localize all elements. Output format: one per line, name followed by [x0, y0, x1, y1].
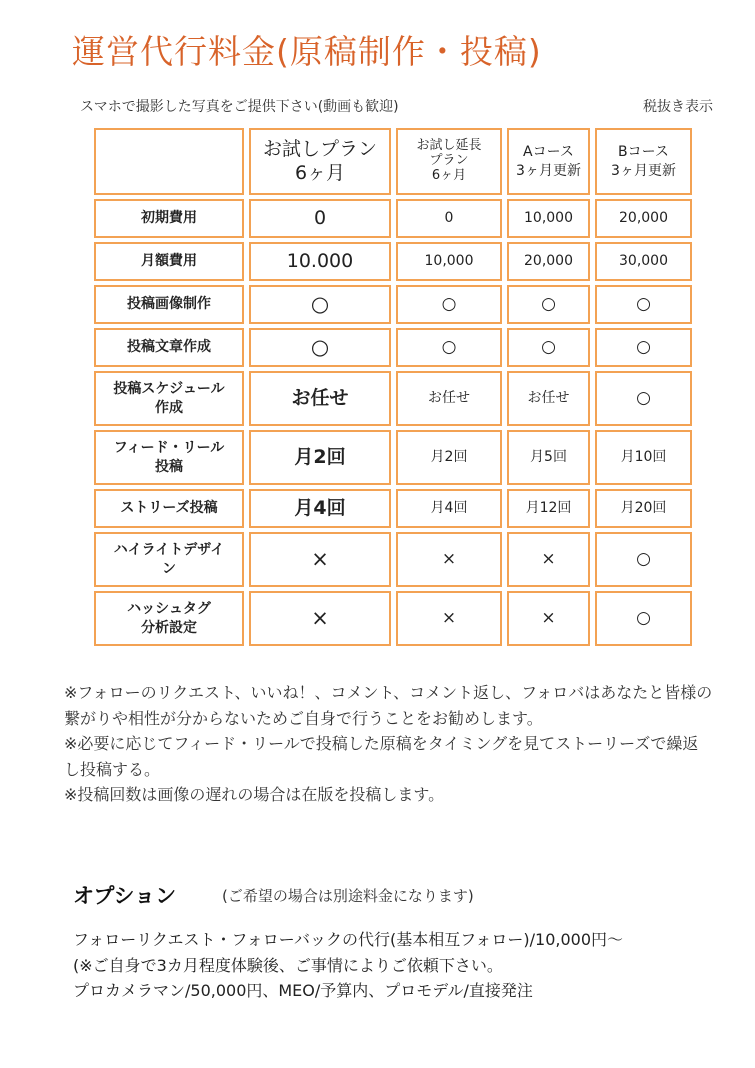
options-note: (ご希望の場合は別途料金になります): [222, 887, 474, 905]
note-line: ※必要に応じてフィード・リールで投稿した原稿をタイミングを見てストーリーズで繰返し投稿する。: [64, 734, 699, 779]
row-label: ハッシュタグ 分析設定: [94, 591, 244, 646]
row-label: 初期費用: [94, 199, 244, 238]
plan-header-1: お試しプラン 6ヶ月: [249, 128, 391, 195]
price-cell: お任せ: [396, 371, 502, 426]
page-title: 運営代行料金(原稿制作・投稿): [72, 32, 542, 71]
price-cell: 10,000: [396, 242, 502, 281]
options-title: オプション: [73, 884, 177, 908]
price-cell: ○: [595, 285, 692, 324]
pricing-table: [94, 128, 692, 646]
price-cell: 月2回: [396, 430, 502, 485]
price-cell: 月20回: [595, 489, 692, 528]
note-line: ※投稿回数は画像の遅れの場合は在版を投稿します。: [64, 785, 445, 804]
price-cell: ○: [396, 285, 502, 324]
price-cell: 10.000: [249, 242, 391, 281]
plan-header-4: Bコース 3ヶ月更新: [595, 128, 692, 195]
price-cell: ○: [507, 285, 590, 324]
price-cell: 月12回: [507, 489, 590, 528]
price-cell: ×: [249, 591, 391, 646]
price-cell: お任せ: [249, 371, 391, 426]
price-cell: ○: [595, 371, 692, 426]
price-cell: ○: [595, 532, 692, 587]
price-cell: 20,000: [507, 242, 590, 281]
option-line: フォローリクエスト・フォローバックの代行(基本相互フォロー)/10,000円〜: [73, 930, 624, 949]
price-cell: 30,000: [595, 242, 692, 281]
row-label: フィード・リール 投稿: [94, 430, 244, 485]
plan-header-2: お試し延長 プラン 6ヶ月: [396, 128, 502, 195]
price-cell: ○: [249, 328, 391, 367]
row-label: 投稿スケジュール 作成: [94, 371, 244, 426]
photo-request-note: スマホで撮影した写真をご提供下さい(動画も歓迎): [80, 99, 399, 115]
row-label: 投稿画像制作: [94, 285, 244, 324]
row-label: 月額費用: [94, 242, 244, 281]
price-cell: 20,000: [595, 199, 692, 238]
tax-excluded-note: 税抜き表示: [643, 99, 713, 115]
note-line: ※フォローのリクエスト、いいね！、コメント、コメント返し、フォロバはあなたと皆様の繋がりや相性が分からないためご自身で行うことをお勧めします。: [64, 683, 713, 728]
price-cell: 月2回: [249, 430, 391, 485]
price-cell: ×: [507, 591, 590, 646]
price-cell: ○: [595, 328, 692, 367]
price-cell: ×: [396, 532, 502, 587]
options-list: [73, 927, 743, 1004]
price-cell: 0: [396, 199, 502, 238]
header-corner-cell: [94, 128, 244, 195]
price-cell: 月10回: [595, 430, 692, 485]
option-line: プロカメラマン/50,000円、MEO/予算内、プロモデル/直接発注: [73, 981, 533, 1000]
plan-header-3: Aコース 3ヶ月更新: [507, 128, 590, 195]
notes-section: [64, 680, 714, 808]
price-cell: ○: [396, 328, 502, 367]
option-line: (※ご自身で3カ月程度体験後、ご事情によりご依頼下さい。: [73, 955, 503, 975]
price-cell: ×: [249, 532, 391, 587]
price-cell: ○: [507, 328, 590, 367]
price-cell: 月5回: [507, 430, 590, 485]
price-cell: 月4回: [249, 489, 391, 528]
price-cell: 0: [249, 199, 391, 238]
price-cell: 月4回: [396, 489, 502, 528]
price-cell: ×: [396, 591, 502, 646]
row-label: ストリーズ投稿: [94, 489, 244, 528]
price-cell: ×: [507, 532, 590, 587]
price-cell: ○: [249, 285, 391, 324]
row-label: ハイライトデザイ ン: [94, 532, 244, 587]
row-label: 投稿文章作成: [94, 328, 244, 367]
price-cell: お任せ: [507, 371, 590, 426]
price-cell: ○: [595, 591, 692, 646]
price-cell: 10,000: [507, 199, 590, 238]
